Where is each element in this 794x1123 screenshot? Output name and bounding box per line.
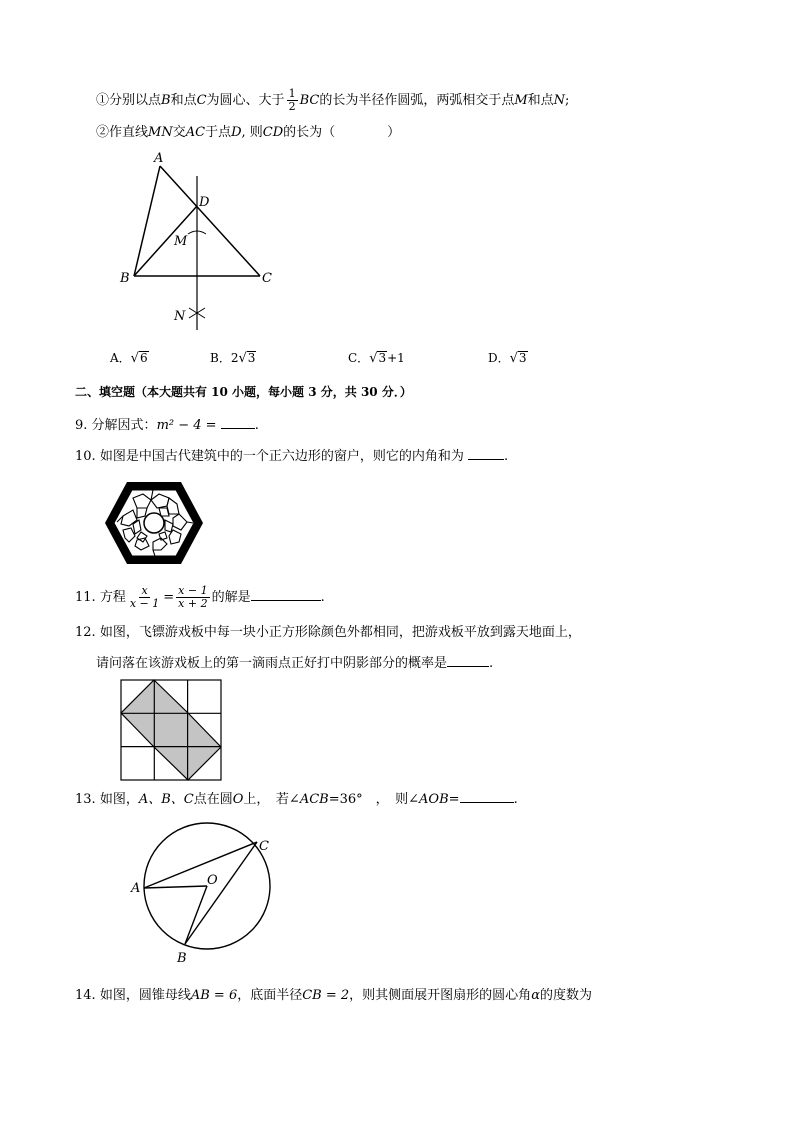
option-d[interactable]: D．√3 [488,351,527,366]
option-a[interactable]: A．√6 [110,351,148,366]
step2-line: ②作直线MN交AC于点D, 则CD的长为（ ） [96,125,401,140]
fraction-right: $\frac{x - 1}{x + 2}$ [178,584,208,610]
answer-blank[interactable] [251,588,321,601]
question-10: 10. 如图是中国古代建筑中的一个正六边形的窗户，则它的内角和为 . [75,449,509,464]
answer-blank[interactable] [447,654,489,667]
step1-line: ①分别以点B和点C为圆心、大于 $\frac{1}{2}$ BC的长为半径作圆弧，两弧相交于点M和点N; [96,87,570,113]
dartboard-figure [120,679,224,783]
half-fraction: $\frac{1}{2}$ [288,87,296,113]
side-AB [134,166,160,276]
answer-blank[interactable] [221,416,255,429]
section-title: 二、填空题（本大题共有 10 小题，每小题 3 分，共 30 分．） [75,385,412,399]
answer-blank[interactable] [460,790,514,803]
shaded-region [121,680,221,780]
label-C: C [259,839,269,854]
label-B: B [177,951,187,966]
question-12-line1: 12. 如图，飞镖游戏板中每一块小正方形除颜色外都相同，把游戏板平放到露天地面上， [75,625,581,640]
answer-blank[interactable] [468,447,504,460]
option-b[interactable]: B．2√3 [210,351,256,366]
label-A: A [154,151,164,166]
label-O: O [207,873,218,888]
label-D: D [199,195,210,210]
side-AC [160,166,260,276]
question-11: 11. 方程 $\frac{x}{x - 1}$ = $\frac{x - 1}{x + 2}$ 的解是 . [75,584,325,610]
circle-figure [125,820,285,970]
label-N: N [174,309,186,324]
question-14: 14. 如图，圆锥母线AB = 6，底面半径CB = 2，则其侧面展开图扇形的圆心角α的度数为 [75,988,592,1003]
segment-BD [134,206,197,276]
option-c[interactable]: C．√3+1 [348,351,405,366]
hexagon-window-figure [103,480,205,566]
label-A: A [131,881,141,896]
question-12-line2: 请问落在该游戏板上的第一滴雨点正好打中阴影部分的概率是 . [96,656,494,671]
label-M: M [174,234,188,249]
label-C: C [262,271,272,286]
fraction-left: $\frac{x}{x - 1}$ [129,584,160,610]
question-9: 9. 分解因式：m² − 4 = . [75,418,259,433]
question-13: 13. 如图，A、B、C点在圆O上， 若∠ACB=36° ， 则∠AOB= . [75,792,518,807]
label-B: B [120,271,130,286]
triangle-figure [110,148,290,338]
